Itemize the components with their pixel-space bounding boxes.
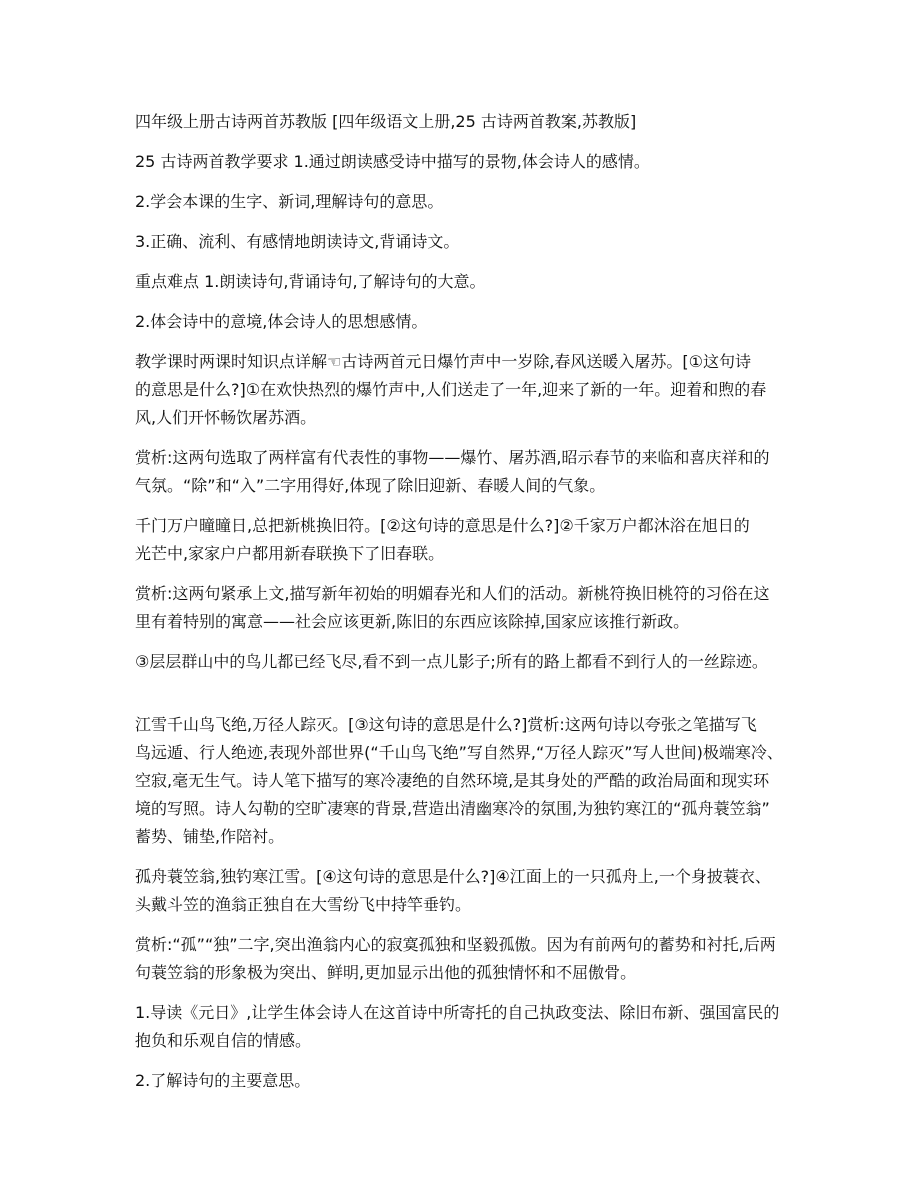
text-line: 赏析:“孤”“独”二字,突出渔翁内心的寂寞孤独和坚毅孤傲。因为有前两句的蓄势和衬托,后两	[135, 935, 776, 954]
text-line: 1.导读《元日》,让学生体会诗人在这首诗中所寄托的自己执政变法、除旧布新、强国富民的	[135, 1003, 780, 1022]
text-line: ③层层群山中的鸟儿都已经飞尽,看不到一点儿影子;所有的路上都看不到行人的一丝踪迹。	[135, 652, 768, 671]
text-line: 光芒中,家家户户都用新春联换下了旧春联。	[135, 544, 445, 563]
text-line: 25 古诗两首教学要求 1.通过朗读感受诗中描写的景物,体会诗人的感情。	[135, 152, 650, 171]
paragraph	[135, 228, 815, 256]
text-line: 的意思是什么?]①在欢快热烈的爆竹声中,人们送走了一年,迎来了新的一年。迎着和煦的春	[135, 380, 767, 399]
text-line: 千门万户曈曈日,总把新桃换旧符。[②这句诗的意思是什么?]②千家万户都沐浴在旭日的	[135, 516, 750, 535]
paragraph	[135, 444, 815, 500]
text-line: 里有着特别的寓意——社会应该更新,陈旧的东西应该除掉,国家应该推行新政。	[135, 612, 690, 631]
paragraph	[135, 268, 815, 296]
paragraph	[135, 348, 815, 432]
text-line: 江雪千山鸟飞绝,万径人踪灭。[③这句诗的意思是什么?]赏析:这两句诗以夸张之笔描写飞	[135, 715, 757, 734]
text-line: 赏析:这两句选取了两样富有代表性的事物——爆竹、屠苏酒,昭示春节的来临和喜庆祥和的	[135, 448, 770, 467]
text-line: 鸟远遁、行人绝迹,表现外部世界(“千山鸟飞绝”写自然界,“万径人踪灭”写人世间)极端寒冷、	[135, 743, 783, 762]
paragraph	[135, 108, 815, 136]
text-line: 头戴斗笠的渔翁正独自在大雪纷飞中持竿垂钓。	[135, 895, 472, 914]
paragraph	[135, 711, 815, 851]
paragraph	[135, 188, 815, 216]
text-line: 四年级上册古诗两首苏教版 [四年级语文上册,25 古诗两首教案,苏教版]	[135, 112, 637, 131]
text-line: 赏析:这两句紧承上文,描写新年初始的明媚春光和人们的活动。新桃符换旧桃符的习俗在这	[135, 584, 770, 603]
paragraph	[135, 148, 815, 176]
text-line: 蓄势、铺垫,作陪衬。	[135, 827, 285, 846]
paragraph	[135, 580, 815, 636]
paragraph	[135, 863, 815, 919]
paragraph	[135, 512, 815, 568]
text-line: 抱负和乐观自信的情感。	[135, 1031, 312, 1050]
paragraph	[135, 308, 815, 336]
text-line: 2.了解诗句的主要意思。	[135, 1071, 311, 1090]
text-line: 重点难点 1.朗读诗句,背诵诗句,了解诗句的大意。	[135, 272, 486, 291]
text-line: 孤舟蓑笠翁,独钓寒江雪。[④这句诗的意思是什么?]④江面上的一只孤舟上,一个身披蓑衣、	[135, 867, 771, 886]
text-line: 2.学会本课的生字、新词,理解诗句的意思。	[135, 192, 444, 211]
text-line: 空寂,毫无生气。诗人笔下描写的寒冷凄绝的自然环境,是其身处的严酷的政治局面和现实环	[135, 771, 770, 790]
paragraph	[135, 648, 815, 676]
text-line: 气氛。“除”和“入”二字用得好,体现了除旧迎新、春暖人间的气象。	[135, 476, 606, 495]
paragraph	[135, 1067, 815, 1095]
document-page	[135, 108, 815, 1107]
text-line: 3.正确、流利、有感情地朗读诗文,背诵诗文。	[135, 232, 460, 251]
paragraph	[135, 931, 815, 987]
text-line: 2.体会诗中的意境,体会诗人的思想感情。	[135, 312, 428, 331]
paragraph	[135, 999, 815, 1055]
text-line: 教学课时两课时知识点详解☜古诗两首元日爆竹声中一岁除,春风送暖入屠苏。[①这句诗	[135, 352, 752, 371]
text-line: 句蓑笠翁的形象极为突出、鲜明,更加显示出他的孤独情怀和不屈傲骨。	[135, 963, 637, 982]
text-line: 风,人们开怀畅饮屠苏酒。	[135, 408, 317, 427]
text-line: 境的写照。诗人勾勒的空旷凄寒的背景,营造出清幽寒冷的氛围,为独钓寒江的“孤舟蓑笠翁”	[135, 799, 770, 818]
